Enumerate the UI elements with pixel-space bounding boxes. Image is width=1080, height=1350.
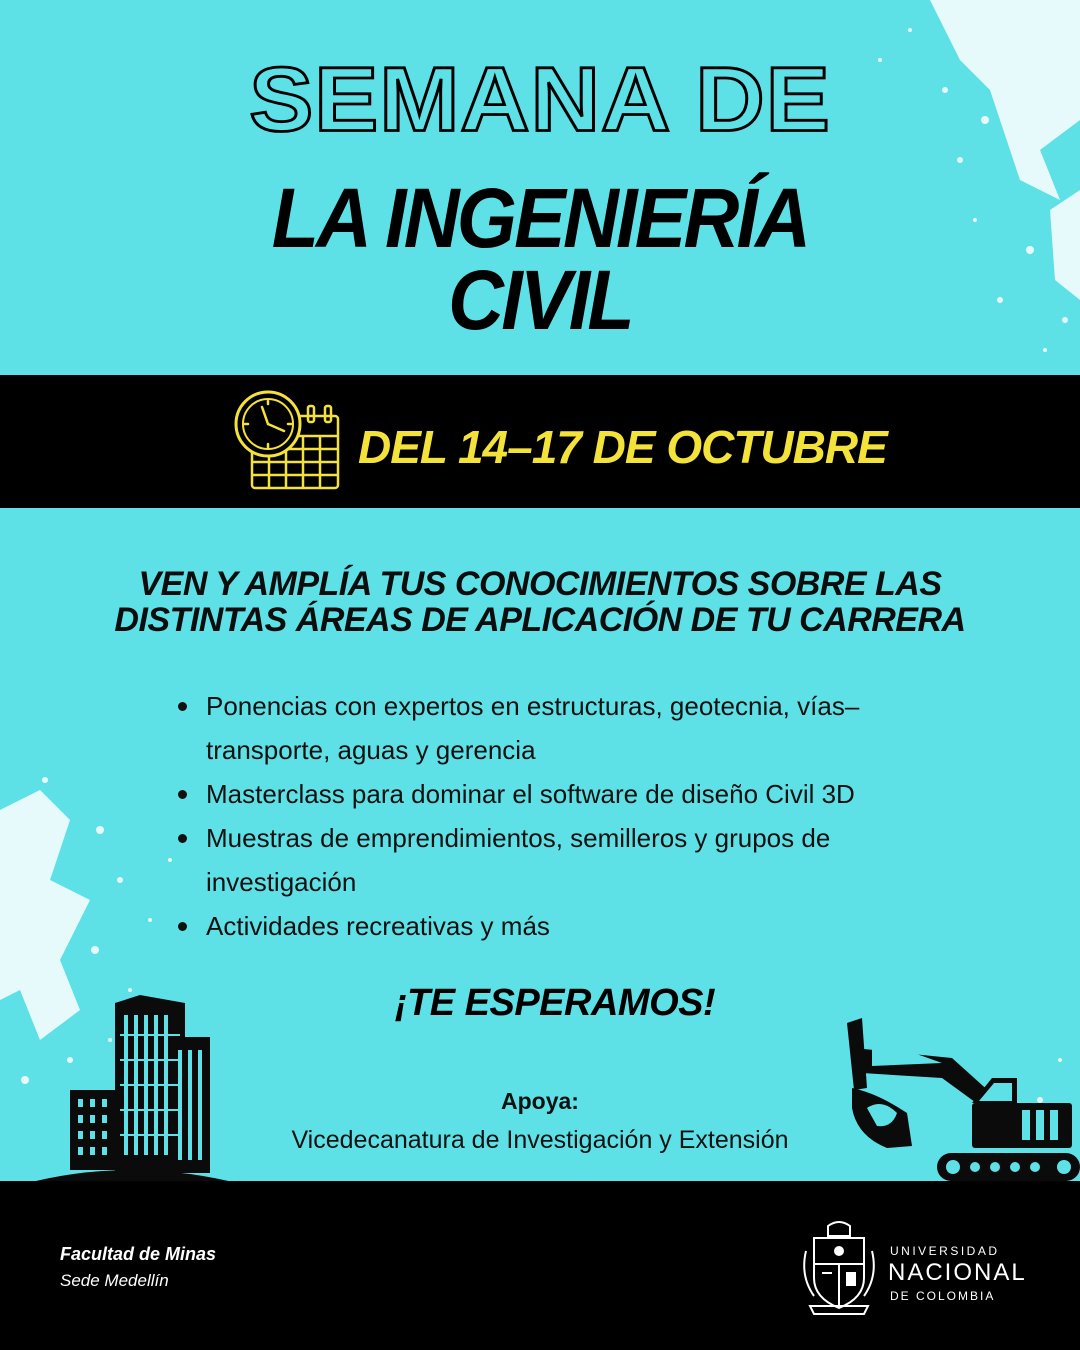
university-crest-icon (800, 1216, 878, 1316)
subheading-line-2: DISTINTAS ÁREAS DE APLICACIÓN DE TU CARRERA (114, 601, 966, 639)
subheading-line-1: VEN Y AMPLÍA TUS CONOCIMIENTOS SOBRE LAS (138, 565, 942, 603)
university-name-line-2: NACIONAL (888, 1259, 1027, 1286)
list-item: Muestras de emprendimientos, semilleros y grupos de investigación (175, 816, 935, 904)
title-line-2: LA INGENIERÍA (271, 171, 809, 265)
list-item: Actividades recreativas y más (175, 904, 935, 948)
faculty-name: Facultad de Minas (60, 1244, 217, 1264)
title-line-1: SEMANA DE (249, 48, 831, 151)
support-label: Apoya: (501, 1088, 579, 1114)
university-name-line-1: UNIVERSIDAD (890, 1244, 1000, 1258)
building-icon (20, 995, 245, 1185)
excavator-icon (832, 1018, 1080, 1183)
title-line-3: CIVIL (448, 253, 632, 347)
calendar-clock-icon (230, 388, 345, 493)
list-item: Masterclass para dominar el software de diseño Civil 3D (175, 772, 935, 816)
call-to-action: ¡TE ESPERAMOS! (394, 982, 716, 1024)
support-value: Vicedecanatura de Investigación y Extensión (291, 1126, 789, 1154)
subheading (0, 566, 1080, 638)
activities-list (175, 684, 935, 948)
university-name-line-3: DE COLOMBIA (890, 1289, 996, 1303)
list-item: Ponencias con expertos en estructuras, geotecnia, vías–transporte, aguas y gerencia (175, 684, 935, 772)
faculty-sede: Sede Medellín (60, 1271, 169, 1290)
event-dates: DEL 14–17 DE OCTUBRE (358, 421, 887, 473)
